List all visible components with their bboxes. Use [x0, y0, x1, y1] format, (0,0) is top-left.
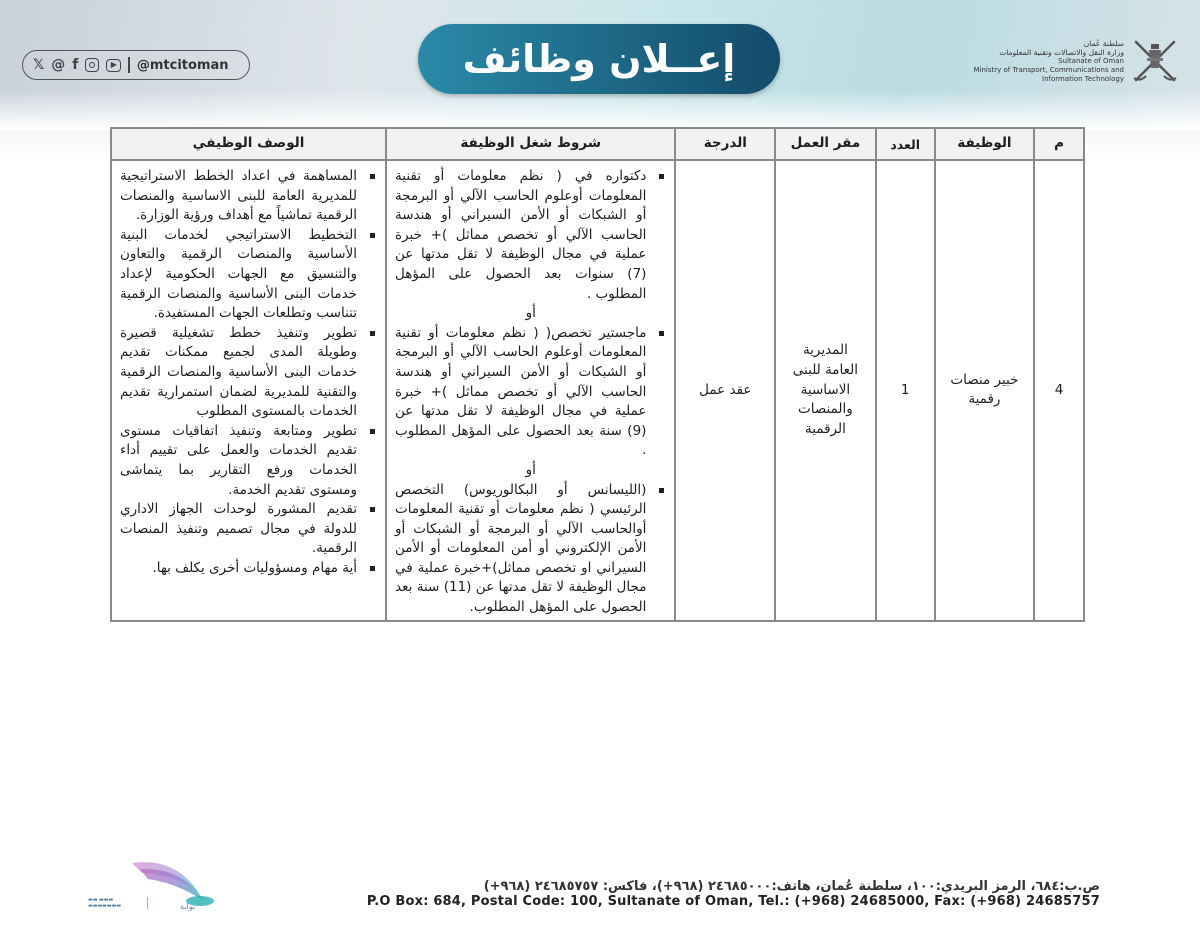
- description-item: المساهمة في اعداد الخطط الاستراتيجية للمديرية العامة للبنى الاساسية والمنصات الرقمية تماشياً مع أهداف ورؤية الوزارة.: [120, 167, 377, 226]
- footer-address-ar: ص.ب:٦٨٤، الرمز البريدي:١٠٠، سلطنة عُمان، هاتف:٢٤٦٨٥٠٠٠ (٩٦٨+)، فاكس: ٢٤٦٨٥٧٥٧ (٩٦٨+): [483, 879, 1100, 894]
- table-header-row: [111, 128, 1084, 160]
- header-conditions: شروط شغل الوظيفة: [386, 128, 675, 160]
- or-separator: أو: [525, 461, 536, 478]
- conditions-list: [395, 167, 666, 304]
- header-job: الوظيفة: [935, 128, 1034, 160]
- svg-text:بوابة: بوابة: [180, 902, 196, 911]
- youtube-icon[interactable]: ▶: [106, 59, 121, 72]
- ministry-logo: [974, 38, 1181, 84]
- cell-grade: عقد عمل: [675, 160, 775, 621]
- ministry-ar-line1: سلطنة عُمان: [1083, 38, 1124, 48]
- oman-emblem-icon: [1130, 38, 1180, 84]
- cell-job: خبير منصات رقمية: [935, 160, 1034, 621]
- cell-count: 1: [876, 160, 935, 621]
- conditions-list: [395, 324, 666, 461]
- description-item: التخطيط الاستراتيجي لخدمات البنية الأساسية والمنصات الرقمية والتعاون والتنسيق مع الجهات الحكومية لإعداد خدمات البنى الأساسية والمنصات الرقمية تتناسب وتطلعات الجهات المستفيدة.: [120, 226, 377, 324]
- cell-no: 4: [1034, 160, 1084, 621]
- x-icon[interactable]: 𝕏: [33, 57, 45, 73]
- description-item: تطوير ومتابعة وتنفيذ اتفاقيات مستوى تقديم الخدمات والعمل على تقييم أداء الخدمات ورفع التقارير بما يتماشى ومستوى تقديم الخدمة.: [120, 422, 377, 500]
- threads-icon[interactable]: @: [51, 57, 66, 73]
- header-no: م: [1034, 128, 1084, 160]
- ministry-ar-line2: وزارة النقل والاتصالات وتقنية المعلومات: [999, 47, 1124, 57]
- portal-logo: [82, 855, 252, 915]
- header-place: مقر العمل: [775, 128, 875, 160]
- description-item: تطوير وتنفيذ خطط تشغيلية قصيرة وطويلة المدى لجميع ممكنات تقديم خدمات البنى الأساسية والمنصات الرقمية والتقنية للمديرية لضمان استمرارية تقديم الخدمات بالمستوى المطلوب: [120, 324, 377, 422]
- header-count: العدد: [876, 128, 935, 160]
- ministry-en-line2: Ministry of Transport, Communications and: [973, 65, 1124, 74]
- ministry-en-line1: Sultanate of Oman: [1058, 56, 1124, 65]
- jobs-table-container: [110, 127, 1085, 622]
- divider: [128, 57, 130, 73]
- social-media-bar: [22, 50, 250, 80]
- cell-place: المديرية العامة للبنى الاساسية والمنصات الرقمية: [775, 160, 875, 621]
- ministry-en-line3: Information Technology: [1042, 74, 1124, 83]
- facebook-icon[interactable]: f: [72, 57, 79, 73]
- table-row: [111, 160, 1084, 621]
- header-grade: الدرجة: [675, 128, 775, 160]
- page-title: إعــلان وظائف: [462, 37, 736, 81]
- conditions-list: [395, 481, 666, 618]
- footer-address: [367, 879, 1100, 909]
- description-item: أية مهام ومسؤوليات أخرى يكلف بها.: [120, 559, 377, 579]
- cell-description: [111, 160, 386, 621]
- social-handle[interactable]: @mtcitoman: [136, 57, 229, 73]
- or-separator: أو: [525, 305, 536, 322]
- title-banner: [418, 24, 780, 94]
- description-list: [120, 167, 377, 578]
- cell-conditions: [386, 160, 675, 621]
- condition-item: ماجستير تخصص( ( نظم معلومات أو تقنية المعلومات أوعلوم الحاسب الآلي أو البرمجة أو الشبكات أو الأمن السيراني أو هندسة الحاسب الآلي أو تخصص مماثل )+ خبرة عملية في مجال الوظيفة لا تقل مدتها عن (9) سنة بعد الحصول على المؤهل المطلوب .: [395, 324, 666, 461]
- jobs-table: [110, 127, 1085, 622]
- instagram-icon[interactable]: [85, 58, 99, 72]
- header-description: الوصف الوظيفي: [111, 128, 386, 160]
- condition-item: (الليسانس أو البكالوريوس) التخصص الرئيسي ( نظم معلومات أو تقنية المعلومات أوالحاسب الآلي أو البرمجة أو الشبكات أو الأمن الإلكتروني أو أمن المعلومات أو الأمن السيراني او تخصص مماثل)+خبرة عملية في مجال الوظيفة لا تقل مدتها عن (11) سنة بعد الحصول على المؤهل المطلوب.: [395, 481, 666, 618]
- condition-item: دكتواره في ( نظم معلومات أو تقنية المعلومات أوعلوم الحاسب الآلي أو البرمجة أو الشبكات أو الأمن السيراني أو هندسة الحاسب الآلي أو تخصص مماثل )+ خبرة عملية في مجال الوظيفة لا تقل مدتها عن (7) سنوات بعد الحصول على المؤهل المطلوب .: [395, 167, 666, 304]
- footer-address-en: P.O Box: 684, Postal Code: 100, Sultanate of Oman, Tel.: (+968) 24685000, Fax: (+968) 24685757: [366, 894, 1100, 909]
- portal-text: ▬▬ ▬▬▬ ▬▬▬▬▬▬▬: [88, 897, 148, 909]
- description-item: تقديم المشورة لوحدات الجهاز الاداري للدولة في مجال تصميم وتنفيذ المنصات الرقمية.: [120, 500, 377, 559]
